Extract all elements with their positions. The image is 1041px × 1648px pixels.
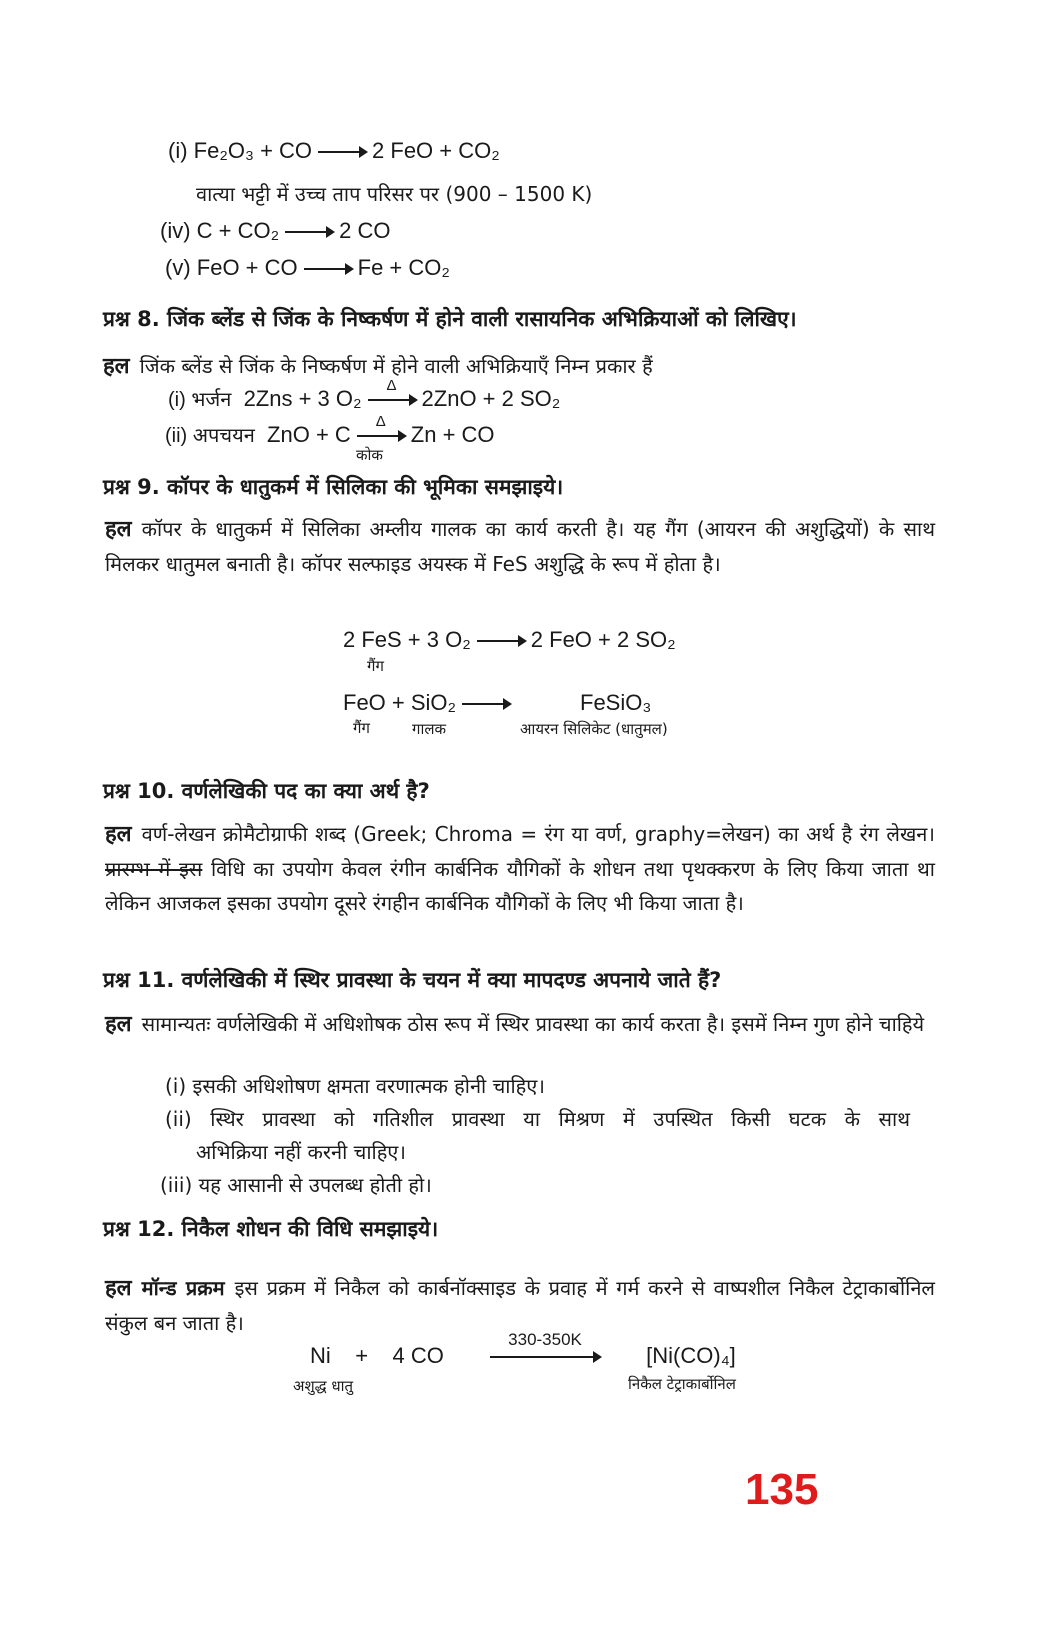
- equation-rhs: 2 FeO + CO₂: [372, 138, 500, 163]
- question-12: प्रश्न 12. निकैल शोधन की विधि समझाइये।: [103, 1217, 439, 1241]
- gangue-label: गैंग: [353, 719, 370, 737]
- reduction-equation: [165, 413, 495, 448]
- coke-label: कोक: [356, 446, 383, 464]
- answer-9: [105, 512, 935, 581]
- hal-label: हल: [105, 1012, 132, 1037]
- answer-11: [105, 1007, 935, 1042]
- equation-rhs: 2ZnO + 2 SO₂: [421, 386, 561, 411]
- answer-text: जिंक ब्लेंड से जिंक के निष्कर्षण में होने वाली अभिक्रियाएँ निम्न प्रकार हैं: [139, 354, 653, 378]
- question-10: प्रश्न 10. वर्णलेखिकी पद का क्या अर्थ है?: [103, 779, 430, 803]
- equation-v: [165, 255, 450, 281]
- question-9: प्रश्न 9. कॉपर के धातुकर्म में सिलिका की भूमिका समझाइये।: [103, 475, 564, 499]
- equation-iv: [160, 218, 391, 244]
- hal-label: हल: [103, 354, 130, 379]
- equation-lhs: Fe₂O₃ + CO: [193, 138, 313, 163]
- impure-metal-label: अशुद्ध धातु: [293, 1377, 354, 1395]
- page-number: 135: [745, 1465, 819, 1514]
- answer-8-intro: [103, 350, 653, 380]
- equation-label: (iv): [160, 218, 191, 243]
- heat-condition: Δ: [375, 413, 386, 431]
- question-11: प्रश्न 11. वर्णलेखिकी में स्थिर प्रावस्था के चयन में क्या मापदण्ड अपनाये जाते हैं?: [103, 968, 722, 992]
- equation-rhs: 2 FeO + 2 SO₂: [530, 627, 676, 652]
- product: [Ni(CO)₄]: [646, 1343, 736, 1368]
- hal-label: हल: [105, 517, 132, 542]
- fes-equation: [343, 627, 676, 653]
- struck-text: प्रारम्भ में इस: [105, 857, 203, 881]
- slag-equation: [343, 690, 516, 716]
- temperature-condition: 330-350K: [508, 1330, 582, 1350]
- equation-note: वात्या भट्टी में उच्च ताप परिसर पर (900 – 1500 K): [196, 182, 593, 206]
- step-label: (i) भर्जन: [168, 389, 232, 411]
- answer-10: [105, 817, 935, 920]
- equation-lhs: FeO + CO: [196, 255, 298, 280]
- reaction-arrow-icon: [285, 231, 333, 233]
- hal-label: हल: [105, 822, 132, 847]
- reaction-arrow-icon: [368, 377, 416, 401]
- reaction-arrow-icon: [318, 151, 366, 153]
- equation-label: (v): [165, 255, 191, 280]
- answer-text: सामान्यतः वर्णलेखिकी में अधिशोषक ठोस रूप में स्थिर प्रावस्था का कार्य करता है। इसमें निम्न गुण होने चाहिये: [141, 1012, 925, 1036]
- answer-text: इस प्रक्रम में निकैल को कार्बनॉक्साइड के प्रवाह में गर्म करने से वाष्पशील निकैल टेट्राकार्बोनिल संकुल बन जाता है।: [105, 1276, 935, 1335]
- equation-rhs: Zn + CO: [410, 422, 495, 447]
- co-reactant: 4 CO: [392, 1343, 444, 1368]
- reaction-arrow-icon: [477, 640, 525, 642]
- list-item: अभिक्रिया नहीं करनी चाहिए।: [196, 1140, 406, 1164]
- equation-rhs: FeSiO₃: [580, 690, 652, 715]
- heat-condition: Δ: [386, 377, 397, 395]
- equation-rhs: 2 CO: [339, 218, 391, 243]
- method-name: मॉन्ड प्रक्रम: [141, 1276, 225, 1300]
- flux-label: गालक: [412, 720, 447, 738]
- question-8: प्रश्न 8. जिंक ब्लेंड से जिंक के निष्कर्षण में होने वाली रासायनिक अभिक्रियाओं को लिखिए।: [103, 307, 797, 331]
- nickel-reactant: Ni: [310, 1343, 331, 1368]
- answer-text: विधि का उपयोग केवल रंगीन कार्बनिक यौगिकों के शोधन तथा पृथक्करण के लिए किया जाता था लेकिन आजकल इसका उपयोग दूसरे रंगहीन कार्बनिक यौगिकों के लिए भी किया जाता है।: [105, 857, 935, 915]
- equation-lhs: 2Zns + 3 O₂: [243, 386, 362, 411]
- slag-label: आयरन सिलिकेट (धातुमल): [520, 720, 668, 738]
- plus-sign: +: [355, 1343, 369, 1368]
- reaction-arrow-icon: [357, 413, 405, 437]
- equation-i: [168, 138, 500, 164]
- roasting-equation: [168, 377, 561, 412]
- reaction-arrow-icon: [304, 268, 352, 270]
- list-item: (i) इसकी अधिशोषण क्षमता वरणात्मक होनी चाहिए।: [165, 1074, 545, 1098]
- answer-text: कॉपर के धातुकर्म में सिलिका अम्लीय गालक का कार्य करती है। यह गैंग (आयरन की अशुद्धियों) के साथ मिलकर धातुमल बनाती है। कॉपर सल्फाइड अयस्क में FeS अशुद्धि के रूप में होता है।: [105, 517, 935, 576]
- equation-lhs: 2 FeS + 3 O₂: [343, 627, 471, 652]
- equation-lhs: FeO + SiO₂: [343, 690, 457, 715]
- equation-label: (i): [168, 138, 188, 163]
- equation-rhs: Fe + CO₂: [357, 255, 450, 280]
- list-item: (iii) यह आसानी से उपलब्ध होती हो।: [160, 1173, 432, 1197]
- list-item: (ii) स्थिर प्रावस्था को गतिशील प्रावस्था या मिश्रण में उपस्थित किसी घटक के साथ: [165, 1107, 910, 1131]
- mond-equation: [310, 1330, 736, 1369]
- gangue-label: गैंग: [367, 657, 384, 675]
- product-label: निकैल टेट्राकार्बोनिल: [628, 1375, 736, 1393]
- equation-lhs: ZnO + C: [267, 422, 351, 447]
- step-label: (ii) अपचयन: [165, 425, 255, 447]
- hal-label: हल: [105, 1276, 132, 1301]
- equation-lhs: C + CO₂: [196, 218, 280, 243]
- answer-text: वर्ण-लेखन क्रोमैटोग्राफी शब्द (Greek; Chroma = रंग या वर्ण, graphy=लेखन) का अर्थ है रंग लेखन।: [141, 822, 935, 846]
- reaction-arrow-icon: [462, 703, 510, 705]
- reaction-arrow-icon: [490, 1330, 600, 1358]
